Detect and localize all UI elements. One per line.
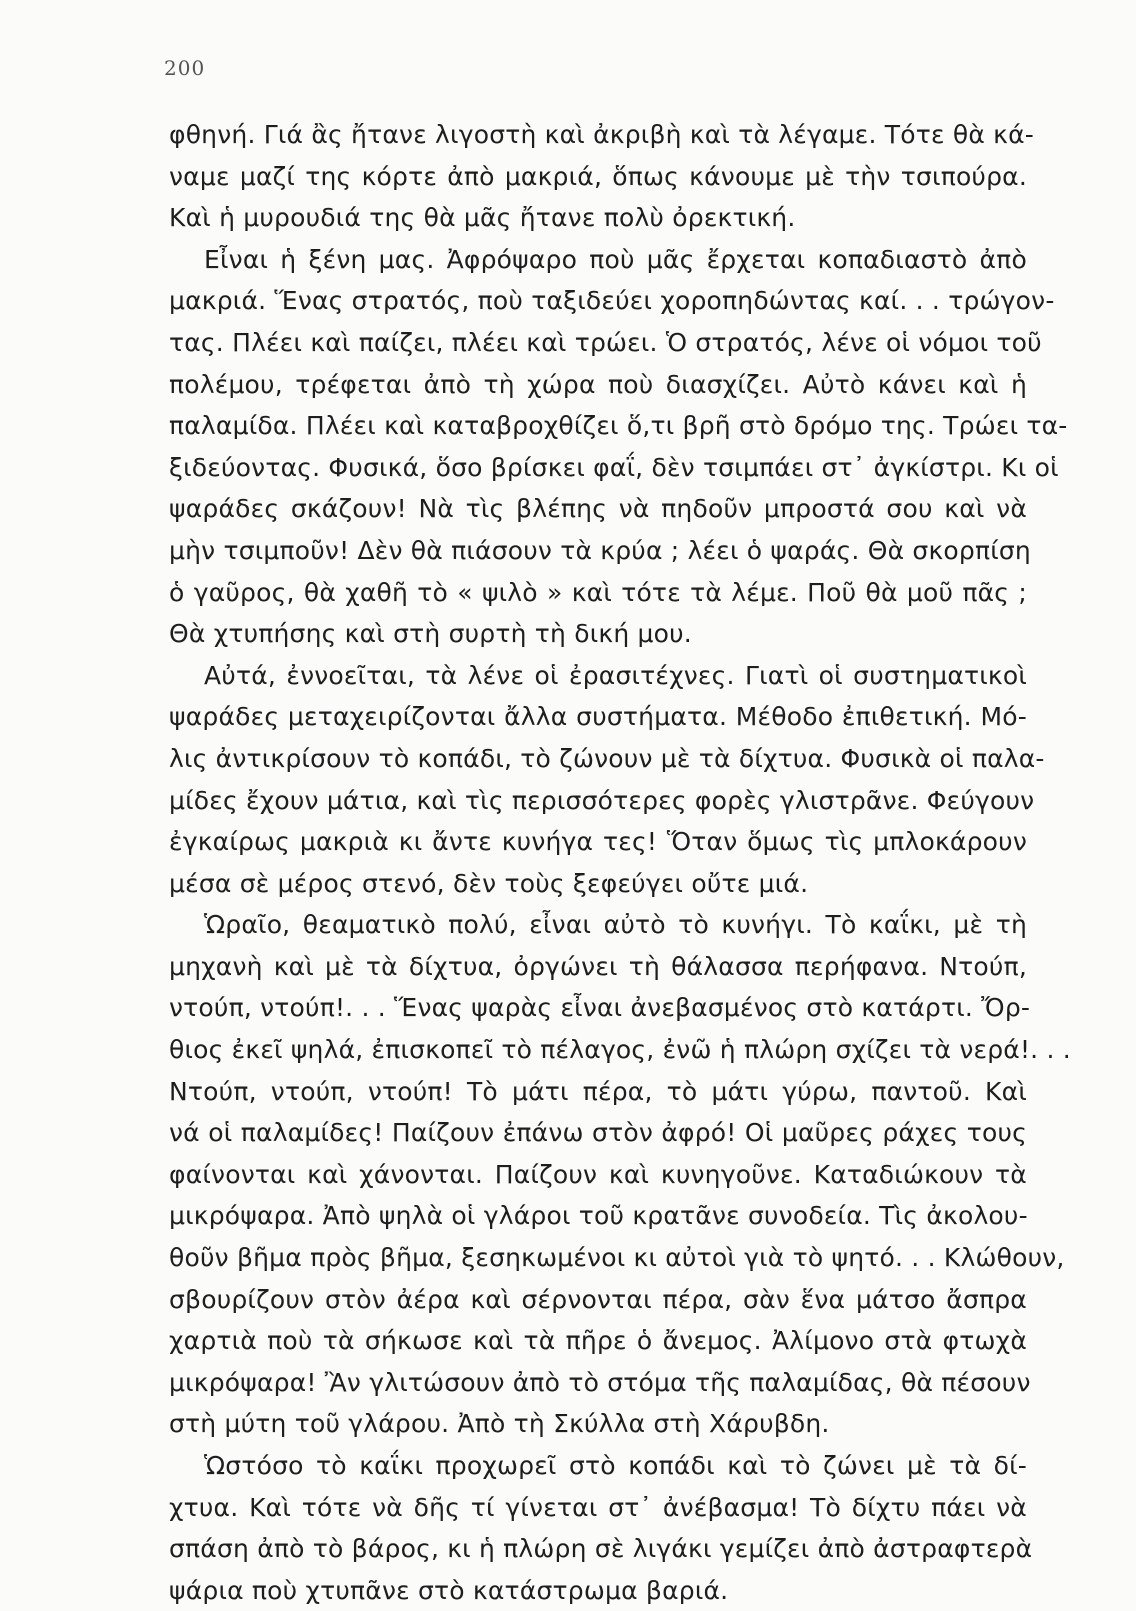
text-line: Εἶναι ἡ ξένη μας. Ἀφρόψαρο ποὺ μᾶς ἔρχεται κοπαδιαστὸ ἀπὸ [204,244,1027,274]
text-line: θιος ἐκεῖ ψηλά, ἐπισκοπεῖ τὸ πέλαγος, ἐνῶ ἡ πλώρη σχίζει τὰ νερά!. . . [169,1035,1071,1065]
text-line: φαίνονται καὶ χάνονται. Παίζουν καὶ κυνηγοῦνε. Καταδιώκουν τὰ [169,1159,1027,1189]
text-line: μικρόψαρα! Ἂν γλιτώσουν ἀπὸ τὸ στόμα τῆς παλαμίδας, θὰ πέσουν [169,1367,1031,1397]
text-line: μικρόψαρα. Ἀπὸ ψηλὰ οἱ γλάροι τοῦ κρατᾶνε συνοδεία. Τὶς ἀκολου- [169,1201,1028,1231]
text-line: ὁ γαῦρος, θὰ χαθῆ τὸ « ψιλὸ » καὶ τότε τὰ λέμε. Ποῦ θὰ μοῦ πᾶς ; [169,577,1027,607]
text-line: φθηνή. Γιά ἂς ἤτανε λιγοστὴ καὶ ἀκριβὴ καὶ τὰ λέγαμε. Τότε θὰ κά- [169,120,1035,149]
text-line: Καὶ ἡ μυρουδιά της θὰ μᾶς ἤτανε πολὺ ὀρεκτική. [169,203,796,233]
text-line: Ὡστόσο τὸ καΐκι προχωρεῖ στὸ κοπάδι καὶ τὸ ζώνει μὲ τὰ δί- [204,1451,1027,1480]
text-line: ψαράδες μεταχειρίζονται ἄλλα συστήματα. Μέθοδο ἐπιθετική. Μό- [169,702,1027,732]
text-line: ξιδεύοντας. Φυσικά, ὅσο βρίσκει φαΐ, δὲν τσιμπάει στ᾽ ἀγκίστρι. Κι οἱ [169,452,1059,482]
text-line: Ντούπ, ντούπ, ντούπ! Τὸ μάτι πέρα, τὸ μάτι γύρω, παντοῦ. Καὶ [169,1076,1027,1106]
paragraph [169,904,1071,1445]
text-line: ναμε μαζί της κόρτε ἀπὸ μακριά, ὅπως κάνουμε μὲ τὴν τσιπούρα. [169,161,1027,191]
text-line: χαρτιὰ ποὺ τὰ σήκωσε καὶ τὰ πῆρε ὁ ἄνεμος. Ἀλίμονο στὰ φτωχὰ [169,1326,1027,1356]
page-number: 200 [164,56,206,80]
text-line: σβουρίζουν στὸν ἀέρα καὶ σέρνονται πέρα, σὰν ἕνα μάτσο ἄσπρα [169,1284,1027,1314]
text-line: μὴν τσιμποῦν! Δὲν θὰ πιάσουν τὰ κρύα ; λέει ὁ ψαράς. Θὰ σκορπίση [169,535,1031,565]
text-line: Ὡραῖο, θεαματικὸ πολύ, εἶναι αὐτὸ τὸ κυνήγι. Τὸ καΐκι, μὲ τὴ [204,910,1027,940]
text-line: πολέμου, τρέφεται ἀπὸ τὴ χώρα ποὺ διασχίζει. Αὐτὸ κάνει καὶ ἡ [169,369,1027,399]
text-line: μακριά. Ἕνας στρατός, ποὺ ταξιδεύει χοροπηδώντας καί. . . τρώγον- [169,286,1055,316]
text-line: μίδες ἔχουν μάτια, καὶ τὶς περισσότερες φορὲς γλιστρᾶνε. Φεύγουν [169,785,1035,815]
text-line: ἐγκαίρως μακριὰ κι ἄντε κυνήγα τες! Ὅταν ὅμως τὶς μπλοκάρουν [169,827,1027,857]
text-line: μέσα σὲ μέρος στενό, δὲν τοὺς ξεφεύγει οὔτε μιά. [169,868,809,898]
paragraph [169,239,1068,655]
text-line: λις ἀντικρίσουν τὸ κοπάδι, τὸ ζώνουν μὲ τὰ δίχτυα. Φυσικὰ οἱ παλα- [169,743,1045,773]
text-line: Αὐτά, ἐννοεῖται, τὰ λένε οἱ ἐρασιτέχνες. Γιατὶ οἱ συστηματικοὶ [204,660,1027,690]
text-line: Θὰ χτυπήσης καὶ στὴ συρτὴ τὴ δική μου. [169,619,692,649]
text-line: σπάση ἀπὸ τὸ βάρος, κι ἡ πλώρη σὲ λιγάκι γεμίζει ἀπὸ ἀστραφτερὰ [169,1534,1033,1564]
body-text [169,114,1071,1611]
paragraph [169,114,1035,239]
paragraph [169,1445,1033,1611]
text-line: παλαμίδα. Πλέει καὶ καταβροχθίζει ὅ,τι βρῆ στὸ δρόμο της. Τρώει τα- [169,411,1068,441]
text-line: στὴ μύτη τοῦ γλάρου. Ἀπὸ τὴ Σκύλλα στὴ Χάρυβδη. [169,1409,830,1439]
text-line: νά οἱ παλαμίδες! Παίζουν ἐπάνω στὸν ἀφρό! Οἱ μαῦρες ράχες τους [169,1118,1027,1148]
text-line: χτυα. Καὶ τότε νὰ δῆς τί γίνεται στ᾽ ἀνέβασμα! Τὸ δίχτυ πάει νὰ [169,1492,1027,1522]
text-line: ψάρια ποὺ χτυπᾶνε στὸ κατάστρωμα βαριά. [169,1575,729,1605]
text-line: θοῦν βῆμα πρὸς βῆμα, ξεσηκωμένοι κι αὐτοὶ γιὰ τὸ ψητό. . . Κλώθουν, [169,1243,1065,1273]
text-line: τας. Πλέει καὶ παίζει, πλέει καὶ τρώει. Ὁ στρατός, λένε οἱ νόμοι τοῦ [169,327,1042,357]
paragraph [169,655,1045,905]
text-line: ψαράδες σκάζουν! Νὰ τὶς βλέπης νὰ πηδοῦν μπροστά σου καὶ νὰ [169,494,1027,524]
text-line: ντούπ, ντούπ!. . . Ἕνας ψαρὰς εἶναι ἀνεβασμένος στὸ κατάρτι. Ὄρ- [169,993,1031,1023]
text-line: μηχανὴ καὶ μὲ τὰ δίχτυα, ὀργώνει τὴ θάλασσα περήφανα. Ντούπ, [169,951,1027,981]
